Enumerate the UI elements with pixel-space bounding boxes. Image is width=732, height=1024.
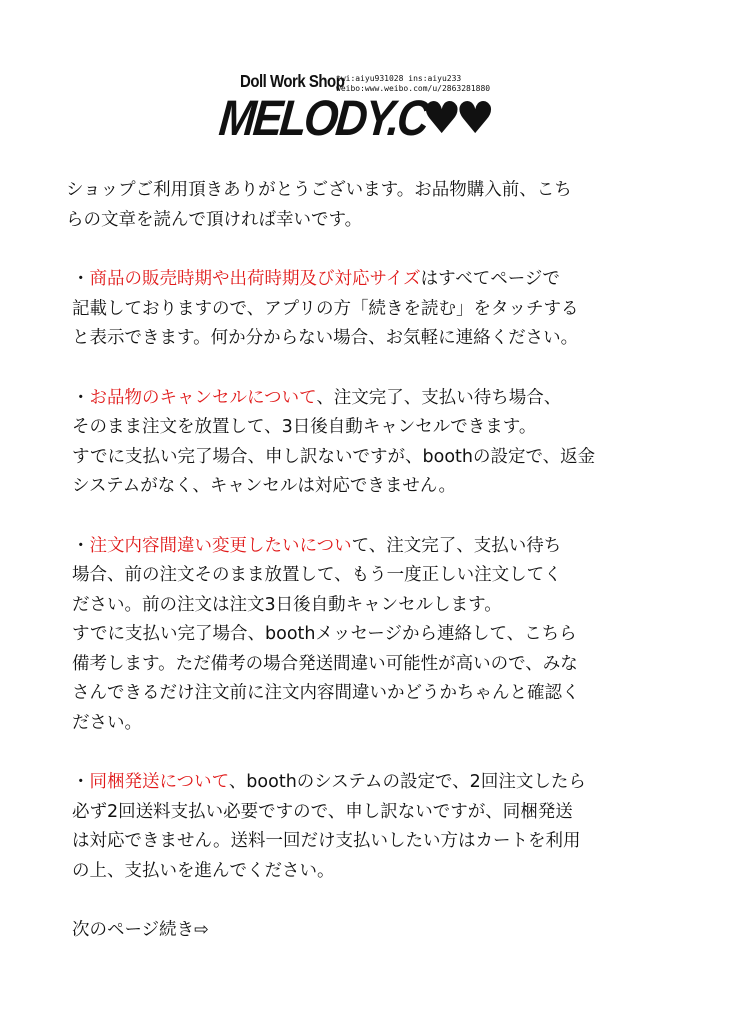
section-heading-line [72,384,676,414]
section-title-rest: 、boothのシステムの設定で、2回注文したら [228,772,586,792]
section-line: すでに支払い完了場合、申し訳ないですが、boothの設定で、返金 [72,446,596,467]
section-release-timing [66,265,676,354]
section-title-rest: て、注文完了、支払い待ち [351,535,562,556]
section-line: そのまま注文を放置して、3日後自動キャンセルできます。 [72,417,537,437]
logo-brand-name: MELODY.C [216,90,430,146]
social-handles: twi:aiyu931028 ins:aiyu233 [336,74,462,83]
section-title: 商品の販売時期や出荷時期及び対応サイズ [89,269,421,289]
section-line: 場合、前の注文そのまま放置して、もう一度正しい注文してく [72,565,562,585]
section-combined-shipping [66,768,676,886]
section-title: 注文内容間違い変更したいについ [89,535,352,556]
next-page-note: 次のページ続き⇨ [72,920,209,940]
section-title-rest: 、注文完了、支払い待ち場合、 [316,387,562,408]
shop-logo [216,72,522,152]
section-order-change [66,532,676,739]
section-heading-line [72,768,676,798]
bullet: ・ [72,269,90,289]
section-line: の上、支払いを進んでください。 [72,860,335,881]
section-title: お品物のキャンセルについて [89,387,317,408]
bullet: ・ [72,535,90,556]
section-title: 同梱発送について [89,772,229,792]
section-line: すでに支払い完了場合、boothメッセージから連絡して、こちら [72,624,577,644]
section-line: 備考します。ただ備考の場合発送間違い可能性が高いので、みな [72,653,578,674]
section-line: ださい。前の注文は注文3日後自動キャンセルします。 [72,594,502,615]
intro-line: ショップご利用頂きありがとうございます。お品物購入前、こち [66,180,572,200]
bullet: ・ [72,772,90,792]
logo-shop-name: Doll Work Shop [240,72,345,92]
section-title-rest: はすべてページで [420,269,560,289]
social-weibo: weibo:www.weibo.com/u/2863281880 [336,84,491,93]
notice-body [66,176,676,946]
section-line: と表示できます。何か分からない場合、お気軽に連絡ください。 [72,328,579,348]
intro-paragraph [66,176,676,235]
bullet: ・ [72,387,90,408]
section-line: 必ず2回送料支払い必要ですので、申し訳ないですが、同梱発送 [72,801,573,822]
section-cancellation [66,384,676,502]
section-line: は対応できません。送料一回だけ支払いしたい方はカートを利用 [72,831,581,851]
section-line: システムがなく、キャンセルは対応できません。 [72,476,456,496]
intro-line: らの文章を読んで頂ければ幸いです。 [66,209,363,230]
logo-hearts-icon: ♥♥ [422,93,489,144]
section-heading-line [72,532,676,562]
section-heading-line [72,265,676,295]
section-line: 記載しておりますので、アプリの方「続きを読む」をタッチする [72,298,579,319]
section-line: ださい。 [72,712,142,733]
section-line: さんできるだけ注文前に注文内容間違いかどうかちゃんと確認く [72,683,580,703]
